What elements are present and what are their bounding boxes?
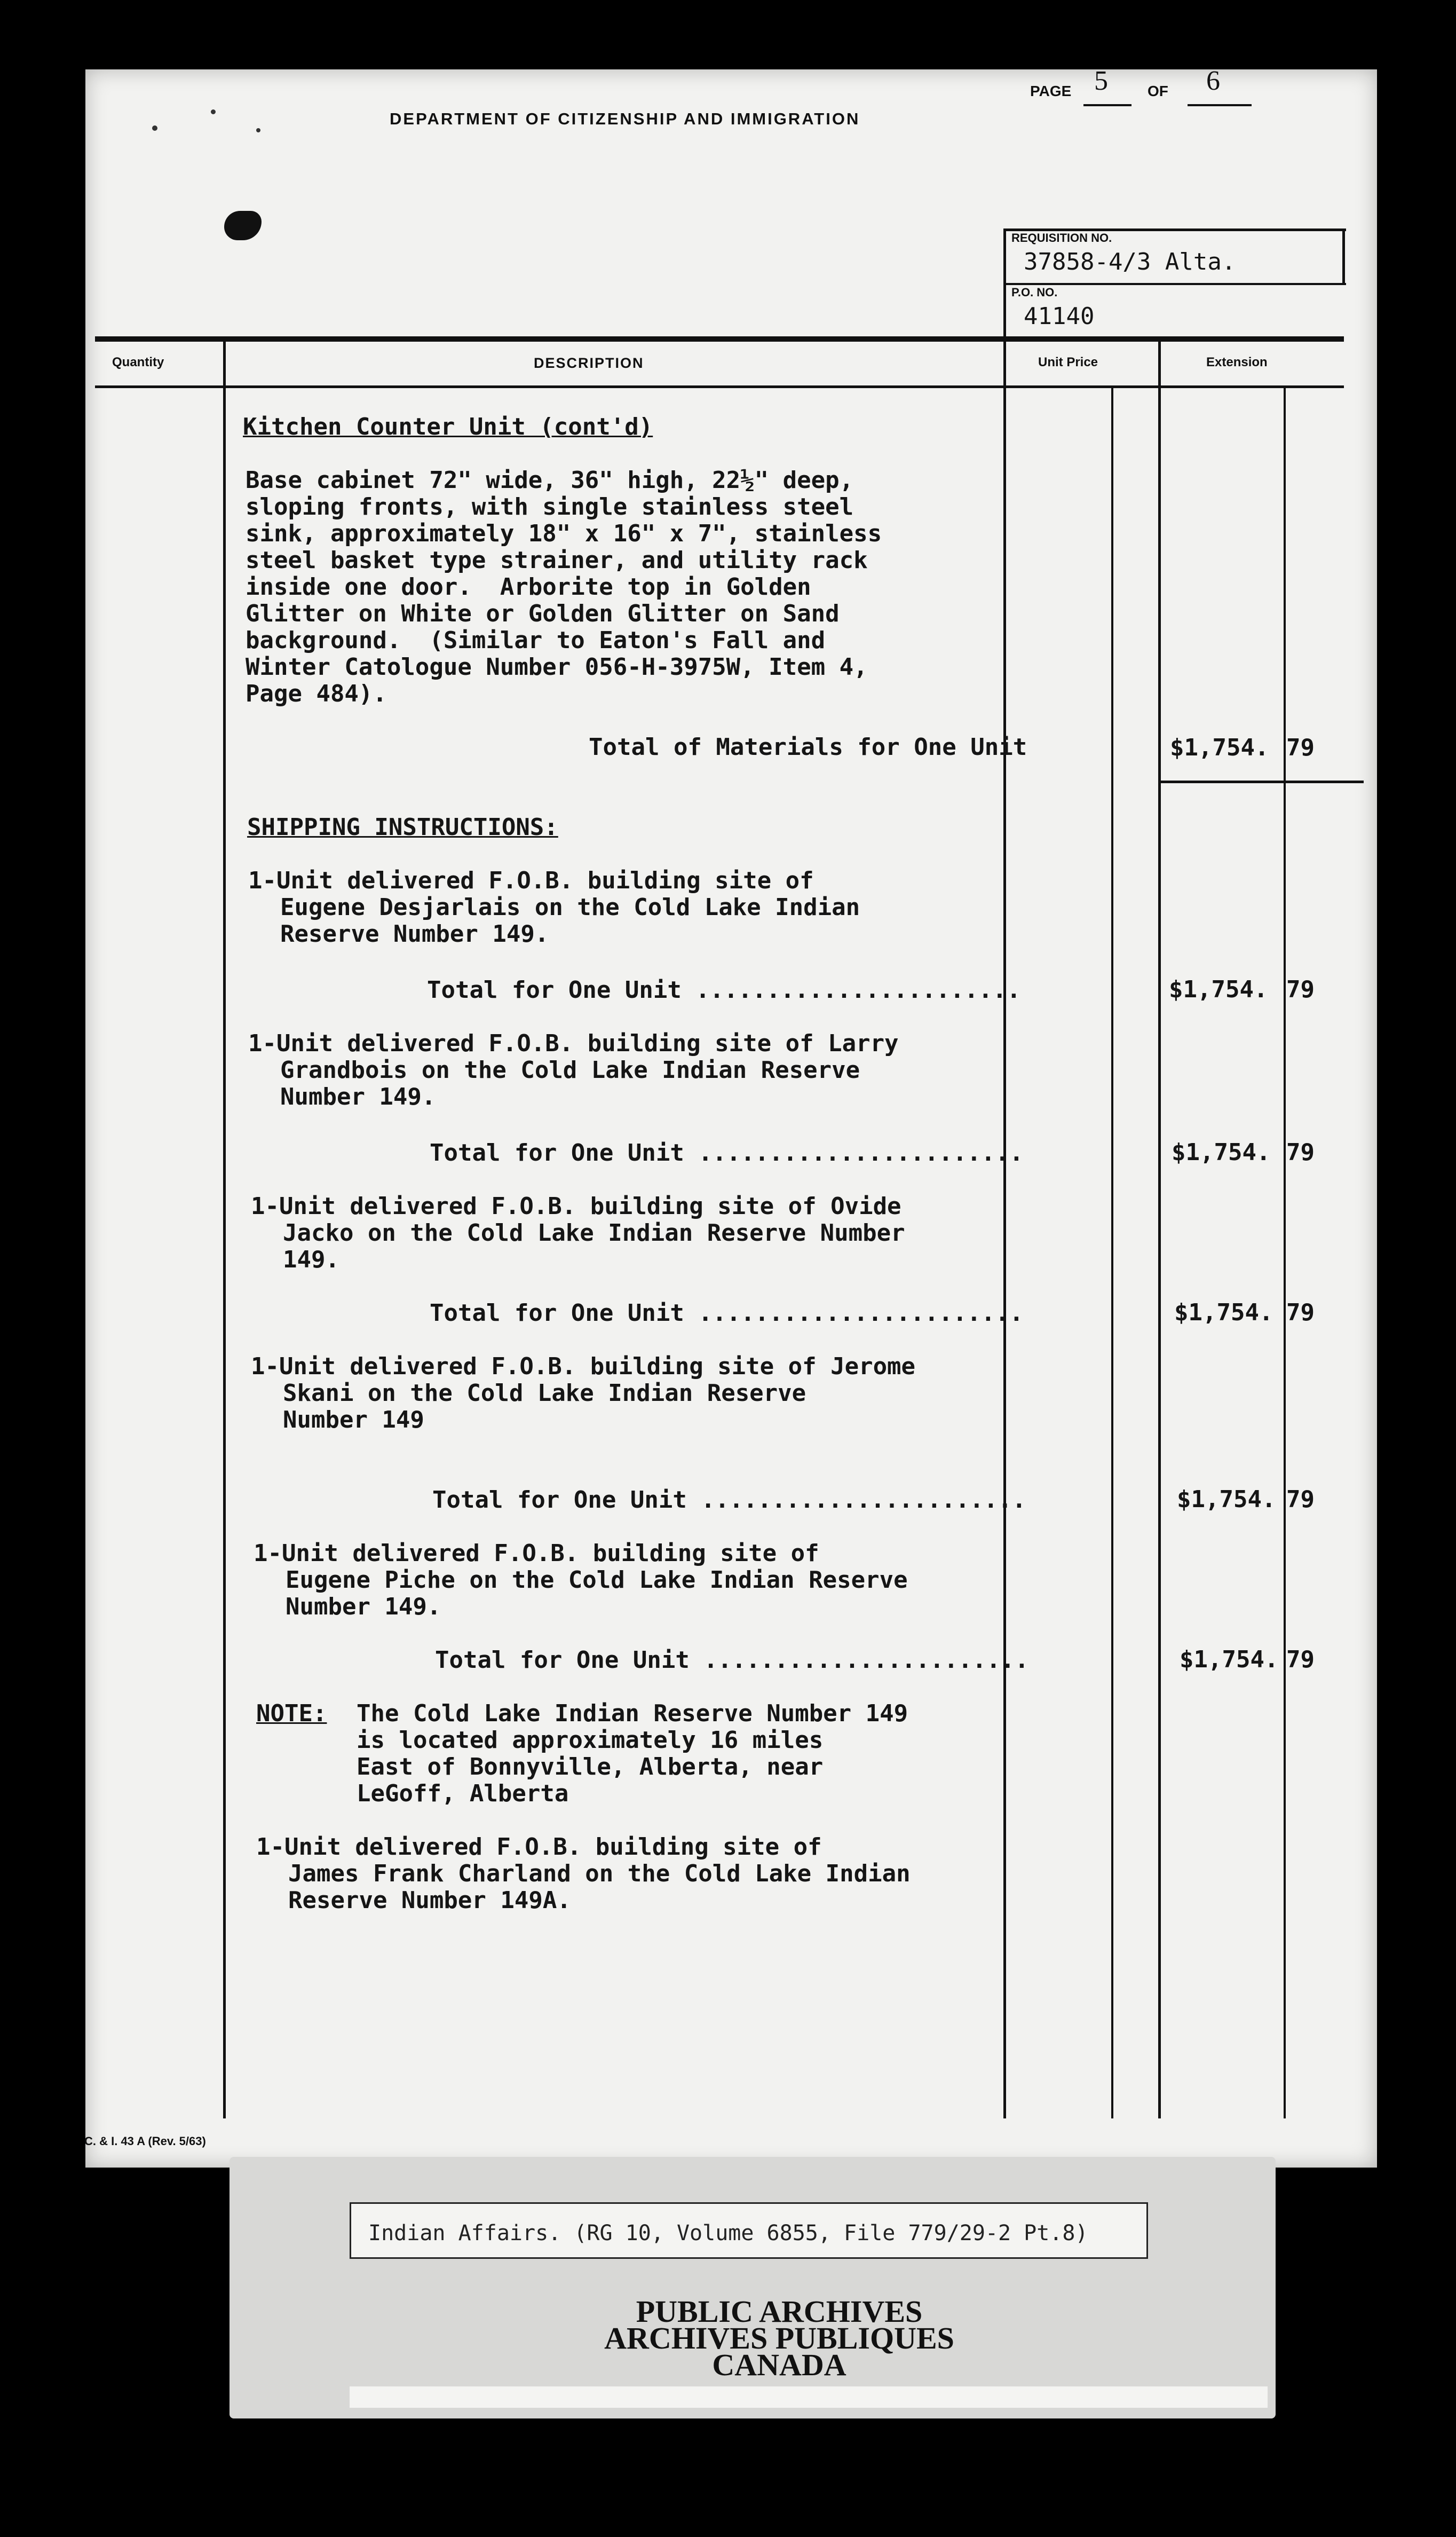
description-line: Glitter on White or Golden Glitter on Sand [246, 600, 840, 627]
po-label: P.O. NO. [1011, 286, 1058, 299]
delivery-line: Eugene Desjarlais on the Cold Lake Indian [280, 894, 860, 921]
delivery-entry [254, 1540, 908, 1620]
note-line: LeGoff, Alberta [357, 1780, 569, 1807]
unit-price-inner-rule [1111, 385, 1113, 2118]
quantity-column-rule [223, 342, 226, 2118]
delivery-entry [248, 868, 860, 948]
delivery-line: Eugene Piche on the Cold Lake Indian Reserve [286, 1566, 908, 1594]
page-number-underline [1083, 104, 1131, 106]
delivery-line: Reserve Number 149A. [288, 1887, 571, 1914]
page-label: PAGE [1030, 83, 1072, 99]
table-header-bottom-rule [95, 385, 1344, 388]
delivery-line: Skani on the Cold Lake Indian Reserve [283, 1380, 806, 1407]
delivery-entry [251, 1353, 915, 1433]
delivery-line: 1-Unit delivered F.O.B. building site of Ovide [251, 1193, 901, 1220]
requisition-box-right [1342, 229, 1345, 285]
archives-line-3: CANADA [712, 2347, 846, 2382]
description-line: Winter Catologue Number 056-H-3975W, Item 4, [246, 653, 868, 681]
shipping-heading: SHIPPING INSTRUCTIONS: [247, 814, 558, 841]
delivery-line: James Frank Charland on the Cold Lake Indian [288, 1860, 911, 1887]
materials-total-rule [1161, 781, 1364, 783]
description-line: inside one door. Arborite top in Golden [246, 573, 811, 601]
delivery-total-dollars: $1,754. [1177, 1486, 1276, 1513]
delivery-line: 1-Unit delivered F.O.B. building site of [256, 1833, 822, 1861]
ink-speck [256, 128, 260, 132]
item-description [246, 467, 882, 707]
delivery-line: Jacko on the Cold Lake Indian Reserve Number [283, 1219, 905, 1247]
delivery-total-cents: 79 [1286, 1299, 1315, 1326]
requisition-number: 37858-4/3 Alta. [1024, 248, 1236, 275]
delivery-total-cents: 79 [1286, 976, 1315, 1003]
requisition-box-divider [1004, 283, 1346, 285]
unit-price-left-rule [1003, 229, 1006, 2118]
delivery-line: 1-Unit delivered F.O.B. building site of [248, 867, 814, 894]
ink-speck [211, 109, 216, 114]
delivery-line: 1-Unit delivered F.O.B. building site of Larry [248, 1030, 899, 1057]
delivery-total-dollars: $1,754. [1172, 1139, 1271, 1166]
item-title: Kitchen Counter Unit (cont'd) [243, 413, 653, 440]
description-line: Base cabinet 72" wide, 36" high, 22½" deep, [246, 467, 854, 494]
delivery-line: Grandbois on the Cold Lake Indian Reserve [280, 1057, 860, 1084]
column-quantity: Quantity [112, 355, 164, 369]
delivery-line: 1-Unit delivered F.O.B. building site of Jerome [251, 1353, 916, 1380]
form-code: C. & I. 43 A (Rev. 5/63) [84, 2134, 206, 2148]
ink-speck [152, 125, 157, 131]
extension-cents-rule [1284, 385, 1286, 2118]
delivery-entry [251, 1193, 905, 1273]
delivery-line: Number 149. [280, 1083, 436, 1110]
stamp-strip [350, 2386, 1268, 2408]
note-line: East of Bonnyville, Alberta, near [357, 1753, 824, 1780]
delivery-line: Number 149. [286, 1593, 441, 1620]
description-line: Page 484). [246, 680, 387, 707]
delivery-entry [248, 1030, 899, 1110]
description-line: sloping fronts, with single stainless steel [246, 493, 854, 521]
total-pages-underline [1188, 104, 1252, 106]
materials-total-dollars: $1,754. [1170, 734, 1269, 761]
delivery-entry [256, 1834, 911, 1914]
note-body [357, 1700, 908, 1807]
delivery-line: 1-Unit delivered F.O.B. building site of [254, 1540, 819, 1567]
delivery-total-label: Total for One Unit ....................... [427, 976, 1021, 1004]
po-number: 41140 [1024, 303, 1095, 330]
description-line: background. (Similar to Eaton's Fall and [246, 627, 826, 654]
delivery-total-cents: 79 [1286, 1139, 1315, 1166]
materials-total-cents: 79 [1286, 734, 1315, 761]
table-header-top-rule [95, 336, 1344, 342]
delivery-total-cents: 79 [1286, 1486, 1315, 1513]
requisition-label: REQUISITION NO. [1011, 231, 1112, 245]
of-label: OF [1148, 83, 1168, 99]
archive-citation: Indian Affairs. (RG 10, Volume 6855, File 779/29-2 Pt.8) [368, 2221, 1088, 2246]
page-number: 5 [1094, 66, 1108, 96]
description-line: steel basket type strainer, and utility rack [246, 547, 868, 574]
delivery-line: Number 149 [283, 1406, 424, 1433]
extension-left-rule [1158, 342, 1161, 2118]
delivery-total-dollars: $1,754. [1180, 1646, 1279, 1673]
note-label: NOTE: [256, 1700, 327, 1727]
department-title: DEPARTMENT OF CITIZENSHIP AND IMMIGRATION [390, 109, 860, 128]
archives-line-1: PUBLIC ARCHIVES [636, 2294, 923, 2329]
archives-line-2: ARCHIVES PUBLIQUES [604, 2321, 954, 2355]
delivery-line: 149. [283, 1246, 339, 1273]
column-extension: Extension [1206, 355, 1268, 369]
delivery-total-label: Total for One Unit ....................... [432, 1486, 1026, 1514]
note-line: is located approximately 16 miles [357, 1727, 824, 1754]
delivery-total-dollars: $1,754. [1174, 1299, 1273, 1326]
delivery-total-cents: 79 [1286, 1646, 1315, 1673]
column-unit-price: Unit Price [1038, 355, 1098, 369]
column-description: DESCRIPTION [534, 355, 644, 371]
delivery-total-label: Total for One Unit ....................... [435, 1646, 1029, 1674]
delivery-total-label: Total for One Unit ....................... [430, 1139, 1024, 1167]
note-line: The Cold Lake Indian Reserve Number 149 [357, 1700, 908, 1727]
delivery-total-label: Total for One Unit ....................... [430, 1299, 1024, 1327]
total-pages: 6 [1206, 66, 1220, 96]
description-line: sink, approximately 18" x 16" x 7", stainless [246, 520, 882, 547]
delivery-line: Reserve Number 149. [280, 920, 549, 948]
materials-total-label: Total of Materials for One Unit [589, 734, 1027, 761]
delivery-total-dollars: $1,754. [1169, 976, 1268, 1003]
